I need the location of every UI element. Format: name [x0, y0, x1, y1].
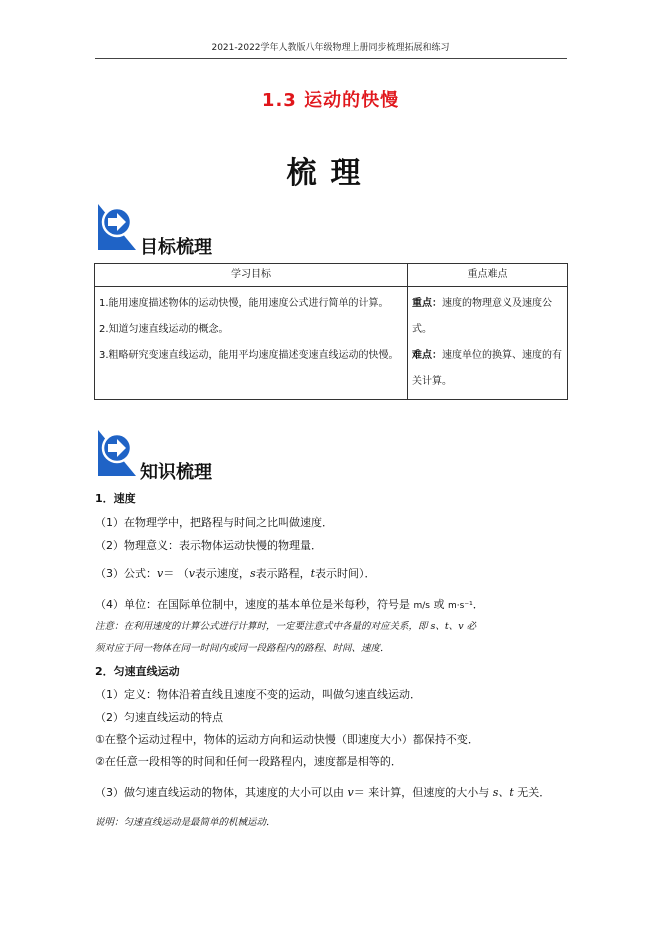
key-text: 速度的物理意义及速度公式。 — [412, 298, 552, 335]
formula-eq: ＝ （ — [163, 567, 189, 580]
uniform-line-4: ②在任意一段相等的时间和任何一段路程内，速度都是相等的． — [95, 755, 402, 768]
uniform-5-v: v — [347, 786, 354, 799]
t-desc: 表示时间）． — [315, 567, 376, 580]
v-desc: 表示速度， — [194, 567, 250, 580]
unit-or: 或 — [430, 598, 448, 611]
uniform-line-3: ①在整个运动过程中，物体的运动方向和运动快慢（即速度大小）都保持不变． — [95, 733, 479, 746]
lesson-title: 1.3 运动的快慢 — [261, 90, 400, 111]
unit-end: ． — [472, 598, 484, 611]
big-title: 梳理 — [286, 156, 375, 191]
var-t: t — [310, 567, 316, 580]
var-s: s — [249, 567, 256, 580]
knowledge-section-label: 知识梳理 — [140, 462, 212, 483]
speed-heading: 1．速度 — [95, 492, 136, 505]
page-header: 2021-2022学年人教版八年级物理上册同步梳理拓展和练习 — [211, 43, 450, 53]
arrow-circle-icon — [96, 202, 140, 252]
goal-item: 1.能用速度描述物体的运动快慢，能用速度公式进行简单的计算。 — [99, 298, 389, 309]
goals-table — [94, 263, 568, 400]
uniform-line-1: （1）定义：物体沿着直线且速度不变的运动，叫做匀速直线运动． — [95, 688, 421, 701]
note-line-1: 注意：在利用速度的计算公式进行计算时，一定要注意式中各量的对应关系，即 s、t、v 必 — [95, 621, 477, 632]
speed-line-1: （1）在物理学中，把路程与时间之比叫做速度． — [95, 516, 333, 529]
note-line-3: 说明：匀速直线运动是最简单的机械运动． — [95, 817, 276, 828]
unit-text: （4）单位：在国际单位制中，速度的基本单位是米每秒，符号是 — [95, 598, 414, 611]
key-col-header: 重点难点 — [408, 264, 568, 287]
speed-unit-line — [95, 596, 484, 612]
uniform-line-5 — [95, 784, 550, 800]
header-rule — [95, 58, 567, 59]
unit-ms-inverse: m·s⁻¹ — [448, 601, 473, 611]
var-v: v — [188, 567, 195, 580]
speed-formula-line — [95, 565, 376, 581]
goal-item: 3.粗略研究变速直线运动，能用平均速度描述变速直线运动的快慢。 — [99, 350, 399, 361]
speed-line-2: （2）物理意义：表示物体运动快慢的物理量． — [95, 539, 322, 552]
uniform-5-st: s、t — [492, 786, 514, 799]
key-label: 重点： — [412, 298, 442, 309]
key-cell — [408, 287, 568, 400]
goal-item: 2.知道匀速直线运动的概念。 — [99, 324, 229, 335]
uniform-5-c: ＝ 来计算，但速度的大小与 — [353, 786, 493, 799]
uniform-5-a: （3）做匀速直线运动的物体，其速度的大小可以由 — [95, 786, 348, 799]
uniform-motion-heading: 2．匀速直线运动 — [95, 665, 180, 678]
formula-prefix: （3）公式： — [95, 567, 157, 580]
unit-ms: m/s — [413, 601, 430, 611]
uniform-line-2: （2）匀速直线运动的特点 — [95, 711, 223, 724]
difficulty-text: 速度单位的换算、速度的有关计算。 — [412, 350, 562, 387]
arrow-circle-icon — [96, 428, 140, 478]
goals-section-label: 目标梳理 — [140, 237, 212, 258]
s-desc: 表示路程， — [255, 567, 311, 580]
difficulty-label: 难点： — [412, 350, 442, 361]
goals-col-header: 学习目标 — [95, 264, 408, 287]
formula-var-v: v — [157, 567, 164, 580]
note-line-2: 须对应于同一物体在同一时间内或同一段路程内的路程、时间、速度． — [95, 643, 390, 654]
goals-cell — [95, 287, 408, 400]
uniform-5-e: 无关． — [513, 786, 551, 799]
